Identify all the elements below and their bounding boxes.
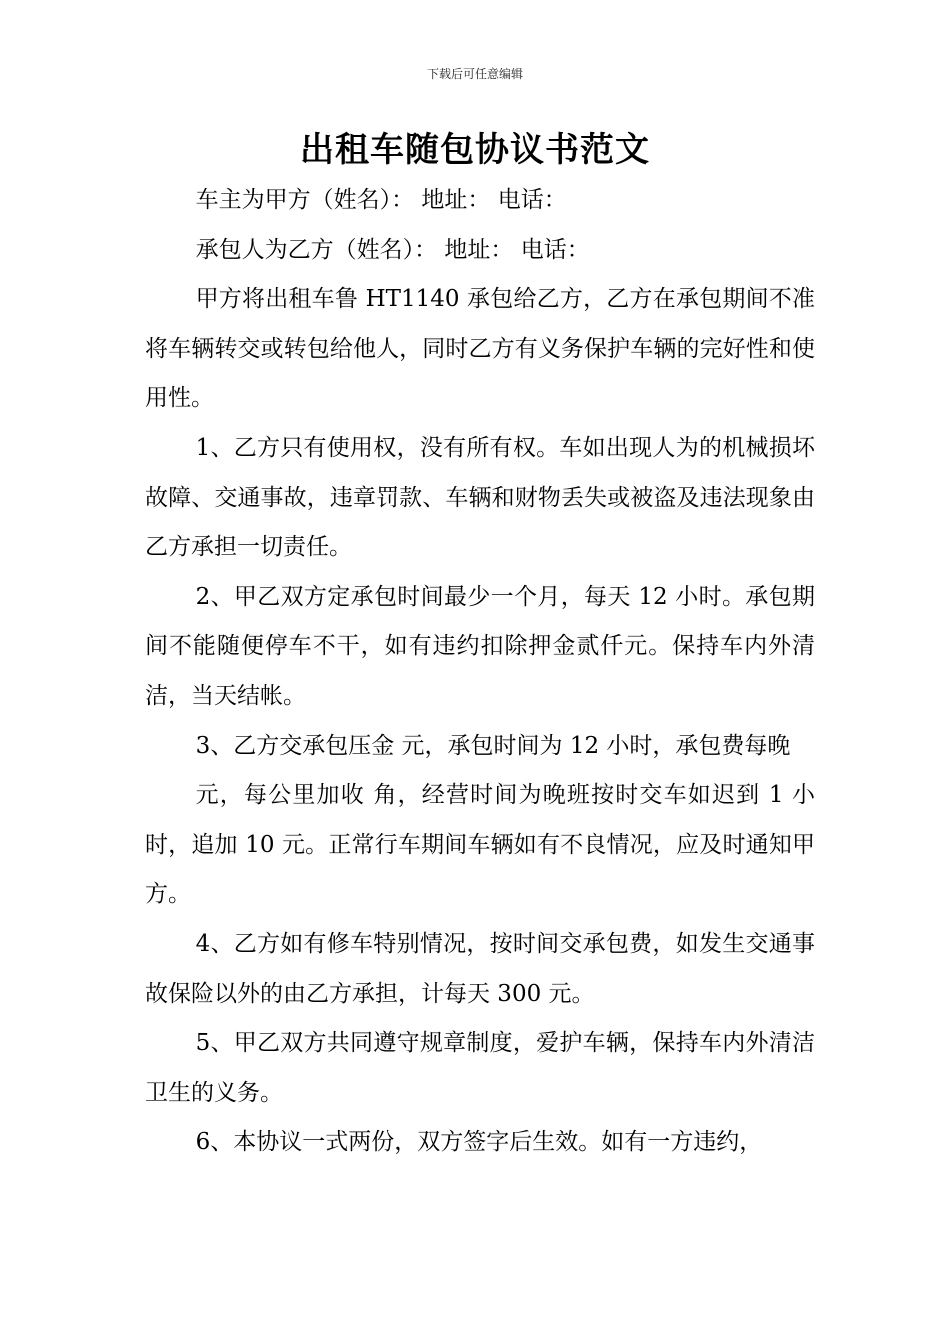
paragraph-party-a: 车主为甲方（姓名）： 地址： 电话： <box>195 187 567 213</box>
paragraph-clause-4: 4、乙方如有修车特别情况，按时间交承包费，如发生交通事故保险以外的由乙方承担，计每天 300 元。 <box>145 930 815 1007</box>
paragraph-clause-5: 5、甲乙双方共同遵守规章制度，爱护车辆，保持车内外清洁卫生的义务。 <box>145 1030 815 1106</box>
paragraph-clause-1: 1、乙方只有使用权，没有所有权。车如出现人为的机械损坏故障、交通事故，违章罚款、车辆和财物丢失或被盗及违法现象由乙方承担一切责任。 <box>145 434 815 561</box>
page-header-note: 下载后可任意编辑 <box>426 67 523 81</box>
document-body <box>145 176 815 1168</box>
paragraph-party-b: 承包人为乙方（姓名）： 地址： 电话： <box>195 236 590 263</box>
paragraph-intro: 甲方将出租车鲁 HT1140 承包给乙方，乙方在承包期间不准将车辆转交或转包给他人，同时乙方有义务保护车辆的完好性和使用性。 <box>145 286 815 412</box>
paragraph-clause-6: 6、本协议一式两份，双方签字后生效。如有一方违约， <box>195 1129 763 1156</box>
paragraph-clause-3-continued: 元，每公里加收 角，经营时间为晚班按时交车如迟到 1 小时，追加 10 元。正常行车期间车辆如有不良情况，应及时通知甲方。 <box>145 782 815 908</box>
paragraph-clause-2: 2、甲乙双方定承包时间最少一个月，每天 12 小时。承包期间不能随便停车不干，如有违约扣除押金贰仟元。保持车内外清洁，当天结帐。 <box>145 583 815 709</box>
paragraph-clause-3: 3、乙方交承包压金 元，承包时间为 12 小时，承包费每晚 <box>195 732 791 759</box>
document-title: 出租车随包协议书范文 <box>300 130 650 170</box>
